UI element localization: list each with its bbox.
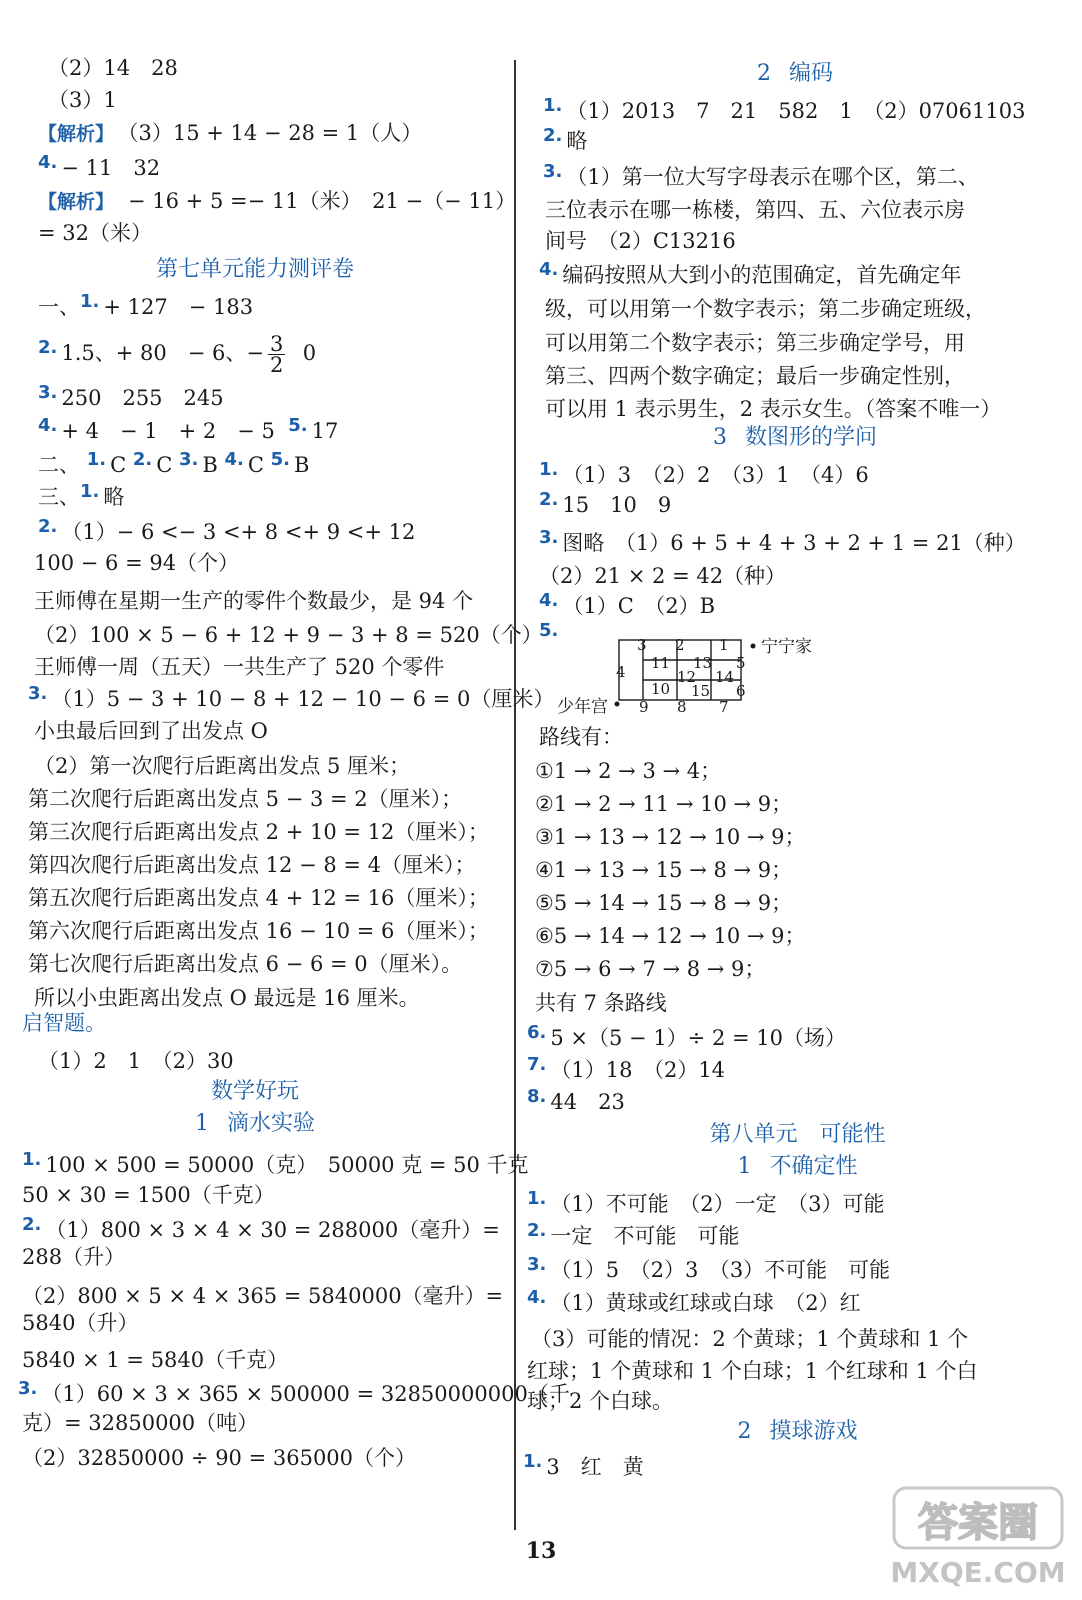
- page-number: 13: [525, 1538, 557, 1564]
- answer-line: （2）14 28: [48, 56, 178, 80]
- route-diagram: [555, 632, 845, 718]
- answer-line: （2）32850000 ÷ 90 = 365000（个）: [22, 1446, 417, 1470]
- answer-line: 第三、四两个数字确定；最后一步确定性别，: [545, 364, 965, 388]
- answer-line: 1. （1）3 （2）2 （3）1 （4）6: [539, 459, 869, 487]
- answer-line: 2. 1.5、+ 80 − 6、− $\frac{3}{2}$ 0: [38, 332, 317, 377]
- answer-line: （3）1: [48, 88, 117, 112]
- answer-line: 2. 略: [543, 125, 588, 153]
- answer-line: 3. （1）5 （2）3 （3）不可能 可能: [527, 1254, 891, 1282]
- answer-line: （1）2 1 （2）30: [38, 1049, 234, 1073]
- answer-line: 三、1. 略: [38, 481, 125, 509]
- question-number: 4.: [539, 259, 559, 280]
- segment-label: 9: [639, 698, 649, 716]
- answer-line: 2. 15 10 9: [539, 489, 672, 517]
- question-number: 3.: [543, 161, 563, 182]
- question-number: 5.: [288, 415, 308, 436]
- segment-label: 15: [691, 682, 711, 700]
- answer-line: 第三次爬行后距离出发点 2 + 10 = 12（厘米）；: [28, 820, 489, 844]
- question-number: 1.: [523, 1451, 543, 1472]
- question-number: 5.: [270, 449, 290, 470]
- route-item: ①1 → 2 → 3 → 4；: [535, 759, 722, 783]
- question-number: 1.: [539, 459, 559, 480]
- answer-line: 2. 一定 不可能 可能: [527, 1220, 740, 1248]
- question-number: 7.: [527, 1054, 547, 1075]
- answer-line: （2）21 × 2 = 42（种）: [539, 564, 787, 588]
- answer-line: 间号 （2）C13216: [545, 229, 736, 253]
- watermark-logo: [890, 1482, 1070, 1592]
- question-number: 1.: [86, 449, 107, 470]
- answer-line: 2. （1）800 × 3 × 4 × 30 = 288000（毫升）=: [22, 1214, 500, 1242]
- watermark-top-text: 答案圈: [918, 1500, 1038, 1546]
- answer-line: 克）= 32850000（吨）: [22, 1411, 259, 1435]
- route-item: ②1 → 2 → 11 → 10 → 9；: [535, 792, 793, 816]
- answer-line: 三位表示在哪一栋楼，第四、五、六位表示房: [545, 198, 965, 222]
- answer-line: 4. （1）C （2）B: [539, 590, 716, 618]
- analysis-tag: 【解析】: [38, 191, 115, 213]
- answer-line: 共有 7 条路线: [535, 991, 667, 1015]
- answer-line: 可以用 1 表示男生，2 表示女生。（答案不唯一）: [545, 397, 1002, 421]
- home-label: 宁宁家: [761, 637, 812, 657]
- answer-line: 4. （1）黄球或红球或白球 （2）红: [527, 1287, 861, 1315]
- route-item: ③1 → 13 → 12 → 10 → 9；: [535, 825, 806, 849]
- question-number: 4.: [224, 449, 244, 470]
- subsection-title: 2 编码: [756, 61, 833, 86]
- question-number: 3.: [18, 1378, 38, 1399]
- answer-line: = 32（米）: [38, 221, 152, 245]
- answer-line: 第二次爬行后距离出发点 5 − 3 = 2（厘米）；: [28, 787, 463, 811]
- answer-line: 6. 5 ×（5 − 1）÷ 2 = 10（场）: [527, 1022, 846, 1050]
- answer-line: 所以小虫距离出发点 O 最远是 16 厘米。: [34, 986, 420, 1010]
- segment-label: 3: [637, 636, 647, 654]
- answer-line: 8. 44 23: [527, 1086, 625, 1114]
- question-number: 2.: [539, 489, 559, 510]
- answer-line: 第四次爬行后距离出发点 12 − 8 = 4（厘米）；: [28, 853, 476, 877]
- home-point-icon: [751, 644, 756, 649]
- watermark-bottom-text: MXQE.COM: [890, 1556, 1066, 1589]
- segment-label: 8: [677, 698, 687, 716]
- palace-label: 少年宫: [557, 697, 608, 717]
- analysis-line: 【解析】 − 16 + 5 =− 11（米） 21 −（− 11）: [38, 189, 517, 213]
- question-number: 4.: [38, 415, 58, 436]
- question-number: 8.: [527, 1086, 547, 1107]
- question-number: 4.: [527, 1287, 547, 1308]
- analysis-tag: 【解析】: [38, 123, 115, 145]
- question-number: 2.: [38, 337, 58, 358]
- subsection-title: 1 不确定性: [737, 1154, 858, 1179]
- question-number: 1.: [80, 291, 100, 312]
- segment-label: 4: [616, 663, 626, 681]
- question-number: 3.: [178, 449, 199, 470]
- section-title: 第七单元能力测评卷: [155, 257, 354, 282]
- answer-line: 1. （1）不可能 （2）一定 （3）可能: [527, 1188, 885, 1216]
- answer-line: 二、 1. C 2. C 3. B 4. C 5. B: [38, 449, 310, 477]
- answer-line: 第六次爬行后距离出发点 16 − 10 = 6（厘米）；: [28, 919, 489, 943]
- route-item: ⑦5 → 6 → 7 → 8 → 9；: [535, 957, 766, 981]
- answer-line: 4. − 11 32: [38, 152, 161, 180]
- question-number: 1.: [80, 481, 100, 502]
- answer-line: 可以用第二个数字表示；第三步确定学号，用: [545, 331, 965, 355]
- segment-label: 7: [719, 698, 729, 716]
- answer-line: 4. + 4 − 1 + 2 − 5 5. 17: [38, 415, 339, 443]
- analysis-line: 【解析】 （3）15 + 14 − 28 = 1（人）: [38, 121, 423, 145]
- answer-line: 1. 3 红 黄: [523, 1451, 644, 1479]
- answer-line: 王师傅在星期一生产的零件个数最少，是 94 个: [34, 589, 474, 613]
- section-title: 第八单元 可能性: [709, 1122, 886, 1147]
- segment-label: 11: [651, 654, 671, 672]
- question-number: 5.: [539, 620, 559, 641]
- answer-line: 5840（升）: [22, 1311, 139, 1335]
- question-number: 3.: [38, 382, 58, 403]
- subsection-title: 3 数图形的学问: [712, 425, 877, 450]
- answer-line: 3. 图略 （1）6 + 5 + 4 + 3 + 2 + 1 = 21（种）: [539, 527, 1026, 555]
- column-divider: [514, 60, 516, 1530]
- segment-label: 5: [736, 654, 746, 672]
- answer-line: 第七次爬行后距离出发点 6 − 6 = 0（厘米）。: [28, 952, 463, 976]
- segment-label: 14: [715, 668, 735, 686]
- segment-label: 10: [651, 680, 671, 698]
- subsection-title: 1 滴水实验: [194, 1111, 315, 1136]
- segment-label: 2: [675, 636, 685, 654]
- answer-line: 1. 100 × 500 = 50000（克） 50000 克 = 50 千克: [22, 1149, 529, 1177]
- answer-line: 路线有：: [539, 725, 623, 749]
- route-item: ⑤5 → 14 → 15 → 8 → 9；: [535, 891, 793, 915]
- answer-line: 2. （1）− 6 <− 3 <+ 8 <+ 9 <+ 12: [38, 516, 416, 544]
- answer-line: （2）第一次爬行后距离出发点 5 厘米；: [34, 754, 411, 778]
- question-number: 1.: [22, 1149, 42, 1170]
- segment-label: 1: [719, 636, 729, 654]
- route-item: ⑥5 → 14 → 12 → 10 → 9；: [535, 924, 806, 948]
- answer-line: 7. （1）18 （2）14: [527, 1054, 726, 1082]
- question-number: 3.: [539, 527, 559, 548]
- answer-line: 红球；1 个黄球和 1 个白球；1 个红球和 1 个白: [527, 1359, 978, 1383]
- question-number: 1.: [527, 1188, 547, 1209]
- answer-line: （2）100 × 5 − 6 + 12 + 9 − 3 + 8 = 520（个）: [34, 623, 543, 647]
- answer-line: 100 − 6 = 94（个）: [34, 551, 240, 575]
- answer-line: 3. （1）第一位大写字母表示在哪个区，第二、: [543, 161, 979, 189]
- question-number: 2.: [527, 1220, 547, 1241]
- answer-line: 3. （1）5 − 3 + 10 − 8 + 12 − 10 − 6 = 0（厘米）: [28, 683, 555, 711]
- answer-line: 球；2 个白球。: [527, 1389, 674, 1413]
- segment-label: 13: [693, 654, 713, 672]
- answer-line: 288（升）: [22, 1245, 126, 1269]
- question-number: 6.: [527, 1022, 547, 1043]
- subsection-title: 2 摸球游戏: [737, 1419, 858, 1444]
- answer-line: 一、1. + 127 − 183: [38, 291, 254, 319]
- answer-line: 3. （1）60 × 3 × 365 × 500000 = 32850000000（千: [18, 1378, 570, 1406]
- palace-point-icon: [615, 702, 620, 707]
- answer-line: 5840 × 1 = 5840（千克）: [22, 1348, 289, 1372]
- answer-line: 第五次爬行后距离出发点 4 + 12 = 16（厘米）；: [28, 886, 489, 910]
- segment-label: 12: [677, 668, 697, 686]
- answer-line: 3. 250 255 245: [38, 382, 224, 410]
- answer-line: 4. 编码按照从大到小的范围确定，首先确定年: [539, 259, 962, 287]
- answer-line: 王师傅一周（五天）一共生产了 520 个零件: [34, 655, 445, 679]
- question-number: 2.: [132, 449, 153, 470]
- question-number: 4.: [539, 590, 559, 611]
- question-number: 3.: [527, 1254, 547, 1275]
- question-number: 3.: [28, 683, 48, 704]
- question-number: 2.: [543, 125, 563, 146]
- question-number: 2.: [38, 516, 58, 537]
- question-number: 4.: [38, 152, 58, 173]
- answer-line: （2）800 × 5 × 4 × 365 = 5840000（毫升）=: [22, 1284, 504, 1308]
- section-title: 数学好玩: [210, 1079, 299, 1104]
- answer-line: 级，可以用第一个数字表示；第二步确定班级，: [545, 297, 986, 321]
- answer-line: 50 × 30 = 1500（千克）: [22, 1183, 275, 1207]
- answer-line: 1. （1）2013 7 21 582 1 （2）07061103: [543, 95, 1026, 123]
- section-title: 启智题。: [22, 1011, 106, 1035]
- segment-label: 6: [736, 682, 746, 700]
- fraction: $\frac{3}{2}$: [270, 332, 284, 377]
- route-item: ④1 → 13 → 15 → 8 → 9；: [535, 858, 793, 882]
- answer-line: （3）可能的情况：2 个黄球；1 个黄球和 1 个: [531, 1327, 969, 1351]
- question-number: 1.: [543, 95, 563, 116]
- question-number: 2.: [22, 1214, 42, 1235]
- answer-line: 小虫最后回到了出发点 O: [34, 719, 268, 743]
